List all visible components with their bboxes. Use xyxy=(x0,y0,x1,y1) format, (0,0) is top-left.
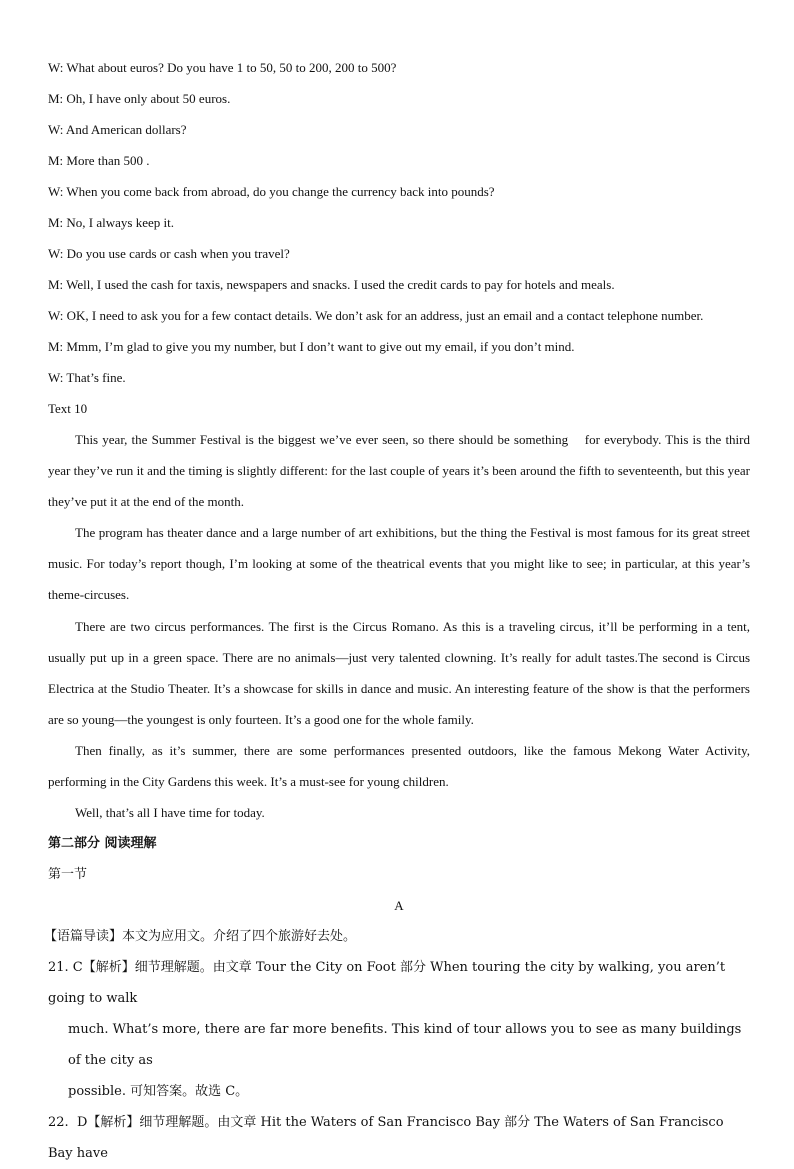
part-title: 第二部分 阅读理解 xyxy=(48,836,157,852)
dialogue-line: W: That’s fine. xyxy=(48,370,126,385)
document-page xyxy=(44,52,750,1169)
dialogue-line: M: Mmm, I’m glad to give you my number, but I don’t want to give out my email, if you don’t mind. xyxy=(48,339,575,354)
text10-paragraph: Then finally, as it’s summer, there are some performances presented outdoors, like the famous Mekong Water Activity, performing in the City Gardens this week. It’s a must-see for young children. xyxy=(48,742,750,790)
dialogue-block xyxy=(48,52,750,393)
dialogue-line: M: Well, I used the cash for taxis, newspapers and snacks. I used the credit cards to pay for hotels and meals. xyxy=(48,277,615,292)
text10-block xyxy=(48,393,750,828)
reading-section xyxy=(44,828,750,1169)
text10-paragraph: This year, the Summer Festival is the biggest we’ve ever seen, so there should be something for everybody. This is the third year they’ve run it and the timing is slightly different: for the last couple of years it’s been around the fifth to seventeenth, but this year they’ve put it at the end of the month. xyxy=(48,432,750,510)
text10-paragraph: There are two circus performances. The first is the Circus Romano. As this is a traveling circus, it’ll be performing in a tent, usually put up in a green space. There are no animals—just very talented clowning. It’s really for adult tastes.The second is Circus Electrica at the Studio Theater. It’s a showcase for skills in dance and music. An interesting feature of the show is that the performers are so young—the youngest is only fourteen. It’s a good one for the whole family. xyxy=(48,618,750,727)
text10-paragraph: The program has theater dance and a large number of art exhibitions, but the thing the Festival is most famous for its great street music. For today’s report though, I’m looking at some of the theatrical events that you might like to see; in particular, at this year’s theme-circuses. xyxy=(48,525,750,603)
answer-first-line: 22. D【解析】细节理解题。由文章 Hit the Waters of San Francisco Bay 部分 The Waters of San Francisco Bay have xyxy=(48,1115,724,1162)
dialogue-line: M: No, I always keep it. xyxy=(48,215,175,230)
dialogue-line: W: What about euros? Do you have 1 to 50, 50 to 200, 200 to 500? xyxy=(48,60,397,75)
dialogue-line: W: And American dollars? xyxy=(48,122,187,137)
answer-item xyxy=(48,952,750,1107)
dialogue-line: W: Do you use cards or cash when you travel? xyxy=(48,246,290,261)
dialogue-line: M: Oh, I have only about 50 euros. xyxy=(48,91,231,106)
passage-intro: 【语篇导读】本文为应用文。介绍了四个旅游好去处。 xyxy=(44,929,357,945)
answer-item xyxy=(48,1107,750,1169)
dialogue-line: W: OK, I need to ask you for a few contact details. We don’t ask for an address, just an email and a contact telephone number. xyxy=(48,308,704,323)
answer-continuation: much. What’s more, there are far more benefits. This kind of tour allows you to see as many buildings of the city as xyxy=(68,1022,742,1069)
dialogue-line: W: When you come back from abroad, do you change the currency back into pounds? xyxy=(48,184,495,199)
answer-first-line: 21. C【解析】细节理解题。由文章 Tour the City on Foot 部分 When touring the city by walking, you aren’t going to walk xyxy=(48,960,726,1007)
section-label: 第一节 xyxy=(48,867,88,883)
answer-continuation: possible. 可知答案。故选 C。 xyxy=(68,1084,249,1100)
passage-letter: A xyxy=(394,898,404,914)
text10-paragraph: Well, that’s all I have time for today. xyxy=(75,805,265,821)
text10-heading: Text 10 xyxy=(48,401,88,416)
dialogue-line: M: More than 500 . xyxy=(48,153,150,168)
